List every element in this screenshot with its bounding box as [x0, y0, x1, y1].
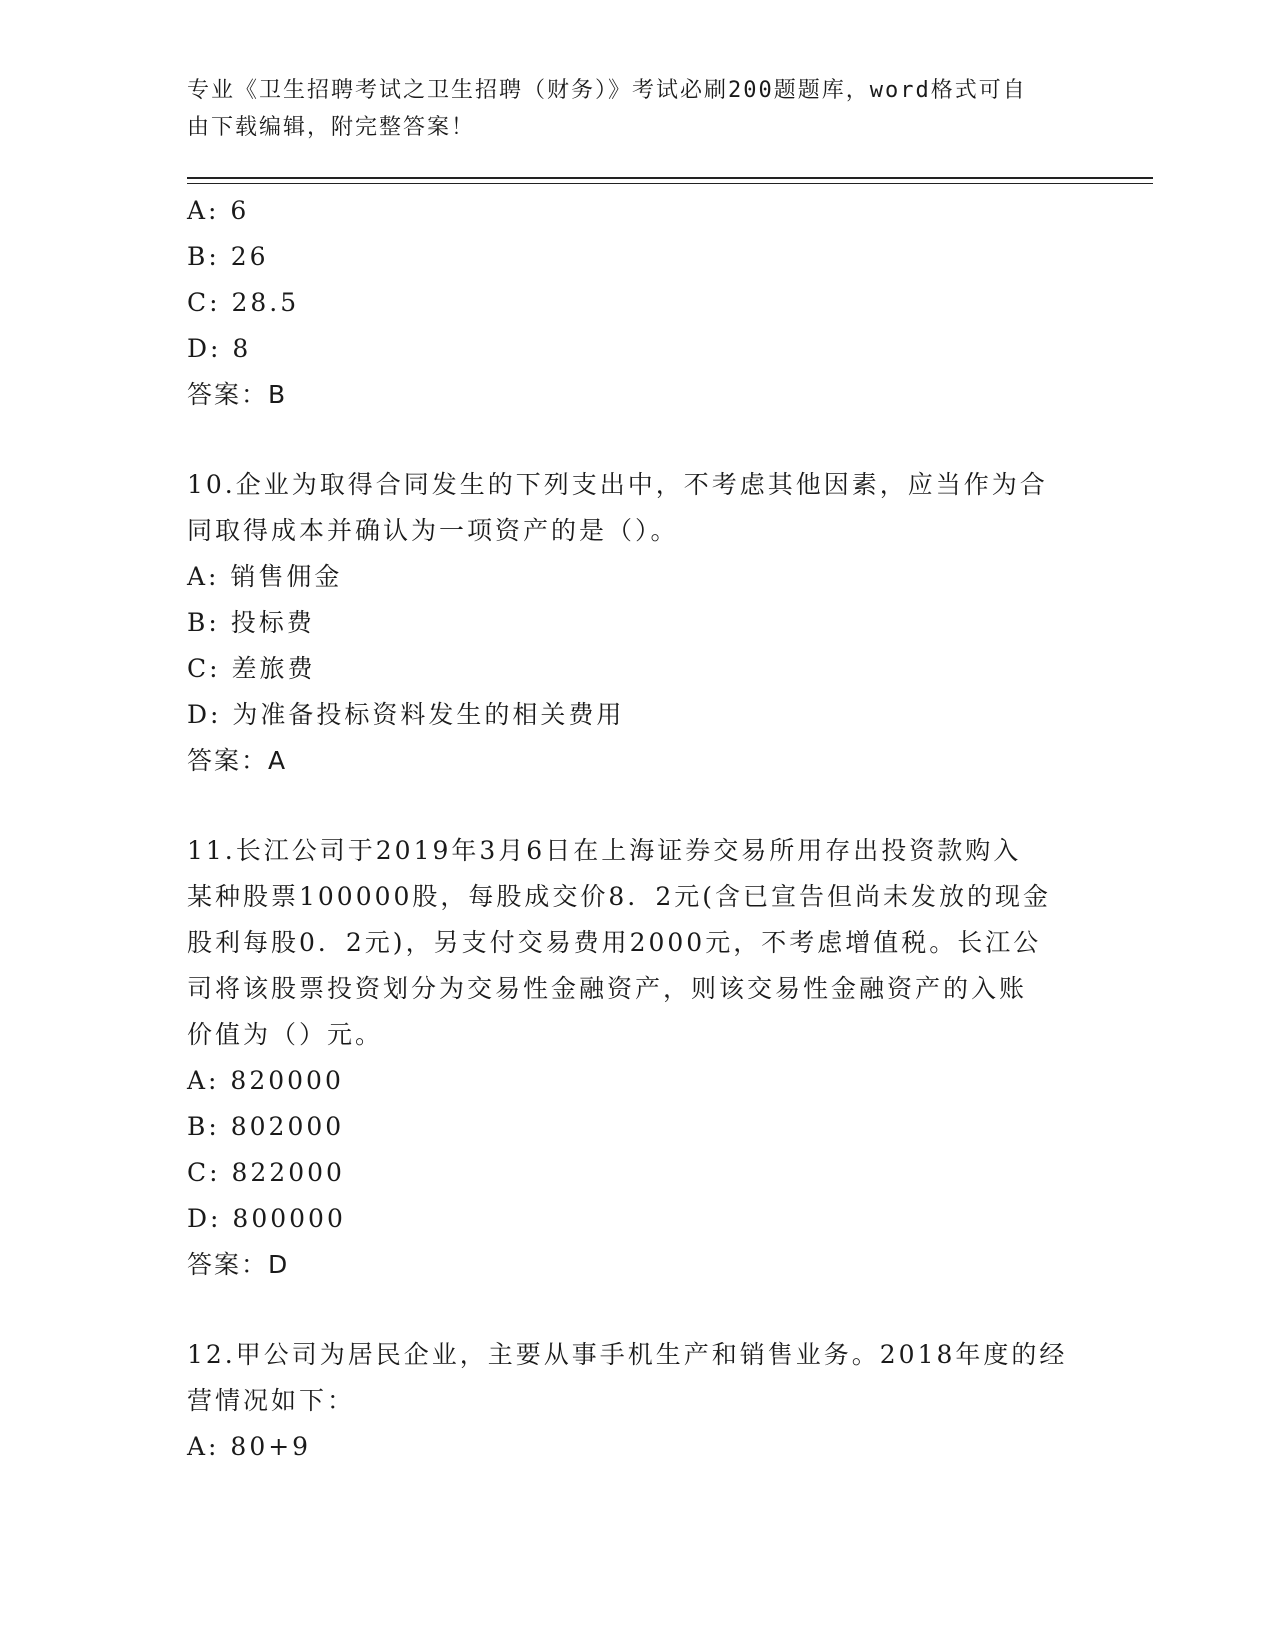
header-divider-thin: [187, 183, 1153, 184]
question-10: [187, 462, 1087, 784]
option-c: C: 822000: [187, 1158, 345, 1187]
spacer: [187, 784, 1087, 828]
option-d: D: 8: [187, 334, 252, 363]
question-text-line: 11.长江公司于2019年3月6日在上海证券交易所用存出投资款购入: [187, 836, 1022, 865]
header-line-1: 专业《卫生招聘考试之卫生招聘（财务）》考试必刷200题题库，word格式可自: [187, 78, 1027, 103]
question-text-line: 12.甲公司为居民企业，主要从事手机生产和销售业务。2018年度的经: [187, 1340, 1068, 1369]
option-b: B: 投标费: [187, 608, 315, 637]
option-c: C: 28.5: [187, 288, 300, 317]
option-b: B: 26: [187, 242, 269, 271]
header-line-2: 由下载编辑，附完整答案！: [187, 115, 476, 140]
option-a: A: 820000: [187, 1066, 344, 1095]
question-text-line: 某种股票100000股，每股成交价8．2元(含已宣告但尚未发放的现金: [187, 882, 1052, 911]
question-text-line: 价值为（）元。: [187, 1020, 384, 1049]
option-a: A: 销售佣金: [187, 562, 343, 591]
option-c: C: 差旅费: [187, 654, 316, 683]
answer-line: 答案：D: [187, 1250, 290, 1279]
question-11: [187, 828, 1087, 1288]
question-text-line: 司将该股票投资划分为交易性金融资产，则该交易性金融资产的入账: [187, 974, 1028, 1003]
option-b: B: 802000: [187, 1112, 345, 1141]
question-text-line: 同取得成本并确认为一项资产的是（）。: [187, 516, 679, 545]
question-text-line: 10.企业为取得合同发生的下列支出中，不考虑其他因素，应当作为合: [187, 470, 1048, 499]
question-9: [187, 188, 1087, 418]
answer-line: 答案：B: [187, 380, 288, 409]
option-d: D: 为准备投标资料发生的相关费用: [187, 700, 625, 729]
question-12: [187, 1332, 1087, 1470]
option-a: A: 80+9: [187, 1432, 312, 1461]
header-divider-thick: [187, 177, 1153, 179]
spacer: [187, 1288, 1087, 1332]
question-text-line: 营情况如下：: [187, 1386, 356, 1415]
spacer: [187, 418, 1087, 462]
document-header: [187, 72, 1067, 146]
option-a: A: 6: [187, 196, 250, 225]
option-d: D: 800000: [187, 1204, 346, 1233]
answer-line: 答案：A: [187, 746, 288, 775]
question-text-line: 股利每股0．2元)，另支付交易费用2000元，不考虑增值税。长江公: [187, 928, 1042, 957]
question-list: [187, 188, 1087, 1470]
